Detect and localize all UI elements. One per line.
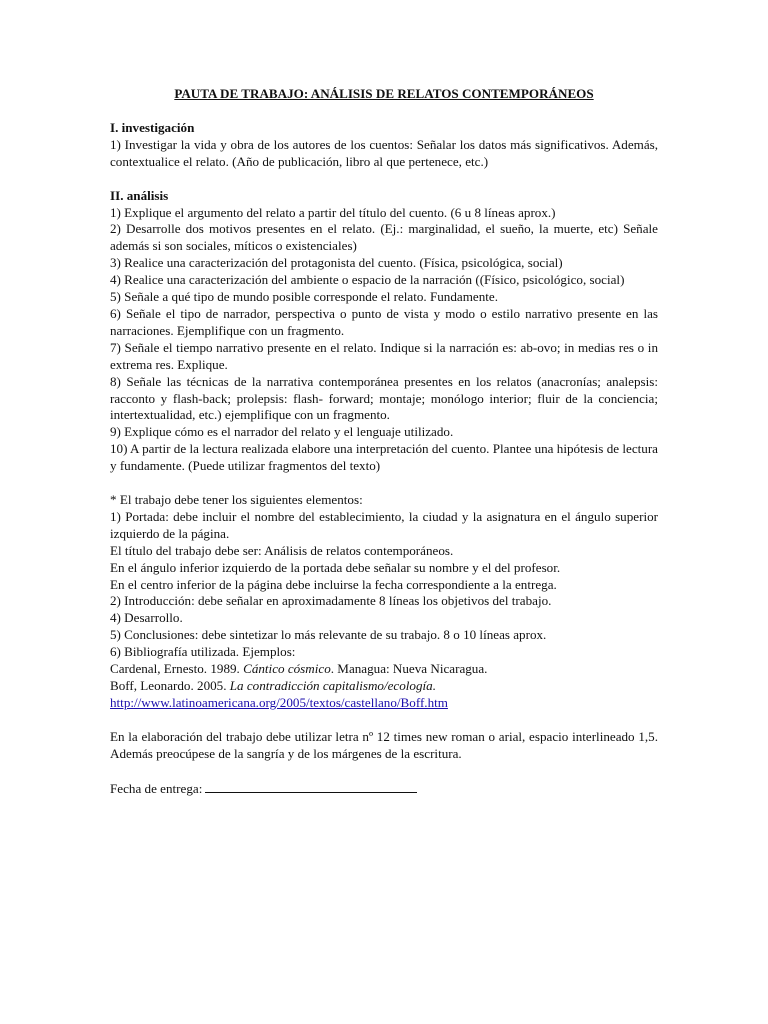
section-heading-analisis: II. análisis — [110, 187, 169, 203]
section-heading-investigacion: I. investigación — [110, 119, 195, 135]
requirement-item: En el centro inferior de la página debe incluirse la fecha correspondiente a la entrega. — [110, 576, 557, 592]
bibliography-entry: Boff, Leonardo. 2005. La contradicción capitalismo/ecología. — [110, 678, 436, 693]
page-title: PAUTA DE TRABAJO: ANÁLISIS DE RELATOS CONTEMPORÁNEOS — [174, 86, 594, 101]
list-item: 9) Explique cómo es el narrador del relato y el lenguaje utilizado. — [110, 424, 454, 440]
requirement-item: 2) Introducción: debe señalar en aproximadamente 8 líneas los objetivos del trabajo. — [110, 593, 552, 609]
list-item: 6) Señale el tipo de narrador, perspectiva o punto de vista y modo o estilo narrativo presente en las narraciones. Ejemplifique con un fragmento. — [110, 305, 658, 338]
list-item: 3) Realice una caracterización del protagonista del cuento. (Física, psicológica, social) — [110, 255, 563, 271]
requirement-item: 5) Conclusiones: debe sintetizar lo más relevante de su trabajo. 8 o 10 líneas aprox. — [110, 627, 547, 643]
requirements-intro: * El trabajo debe tener los siguientes elementos: — [110, 492, 363, 508]
list-item: 1) Explique el argumento del relato a partir del título del cuento. (6 u 8 líneas aprox.) — [110, 204, 556, 220]
bibliography-entry: Cardenal, Ernesto. 1989. Cántico cósmico. Managua: Nueva Nicaragua. — [110, 661, 488, 677]
requirement-item: 4) Desarrollo. — [110, 610, 183, 626]
requirement-item: El título del trabajo debe ser: Análisis de relatos contemporáneos. — [110, 542, 454, 558]
due-date-label: Fecha de entrega: — [110, 780, 203, 796]
due-date-line — [110, 780, 658, 798]
bibliography-link[interactable]: http://www.latinoamericana.org/2005/textos/castellano/Boff.htm — [110, 694, 448, 710]
list-item: 8) Señale las técnicas de la narrativa contemporánea presentes en los relatos (anacronías; analepsis: racconto y flash-back; prolepsis: flash- forward; montaje; monólogo interior; fluir de la conciencia; intertextualidad, etc.) ejemplifique con un fragmento. — [110, 373, 658, 423]
list-item: 7) Señale el tiempo narrativo presente en el relato. Indique si la narración es: ab-ovo; in medias res o in extrema res. Explique. — [110, 339, 658, 372]
requirement-item: En el ángulo inferior izquierdo de la portada debe señalar su nombre y el del profesor. — [110, 559, 561, 575]
bibliography-title: La contradicción capitalismo/ecología. — [229, 678, 436, 693]
requirement-item: 1) Portada: debe incluir el nombre del establecimiento, la ciudad y la asignatura en el ángulo superior izquierdo de la página. — [110, 508, 658, 541]
format-note: En la elaboración del trabajo debe utilizar letra nº 12 times new roman o arial, espacio interlineado 1,5. Además preocúpese de la sangría y de los márgenes de la escritura. — [110, 728, 658, 761]
list-item: 4) Realice una caracterización del ambiente o espacio de la narración ((Físico, psicológico, social) — [110, 272, 625, 288]
list-item: 2) Desarrolle dos motivos presentes en el relato. (Ej.: marginalidad, el sueño, la muerte, etc) Señale además si son sociales, míticos o existenciales) — [110, 221, 658, 254]
section-paragraph-investigacion: 1) Investigar la vida y obra de los autores de los cuentos: Señalar los datos más significativos. Además, contextualice el relato. (Año de publicación, libro al que pertenece, etc.) — [110, 136, 658, 169]
requirement-item: 6) Bibliografía utilizada. Ejemplos: — [110, 644, 296, 660]
list-item: 10) A partir de la lectura realizada elabore una interpretación del cuento. Plantee una hipótesis de lectura y fundamente. (Puede utilizar fragmentos del texto) — [110, 441, 658, 474]
due-date-blank — [205, 780, 417, 793]
bibliography-title: Cántico cósmico — [243, 661, 331, 677]
list-item: 5) Señale a qué tipo de mundo posible corresponde el relato. Fundamente. — [110, 289, 498, 305]
